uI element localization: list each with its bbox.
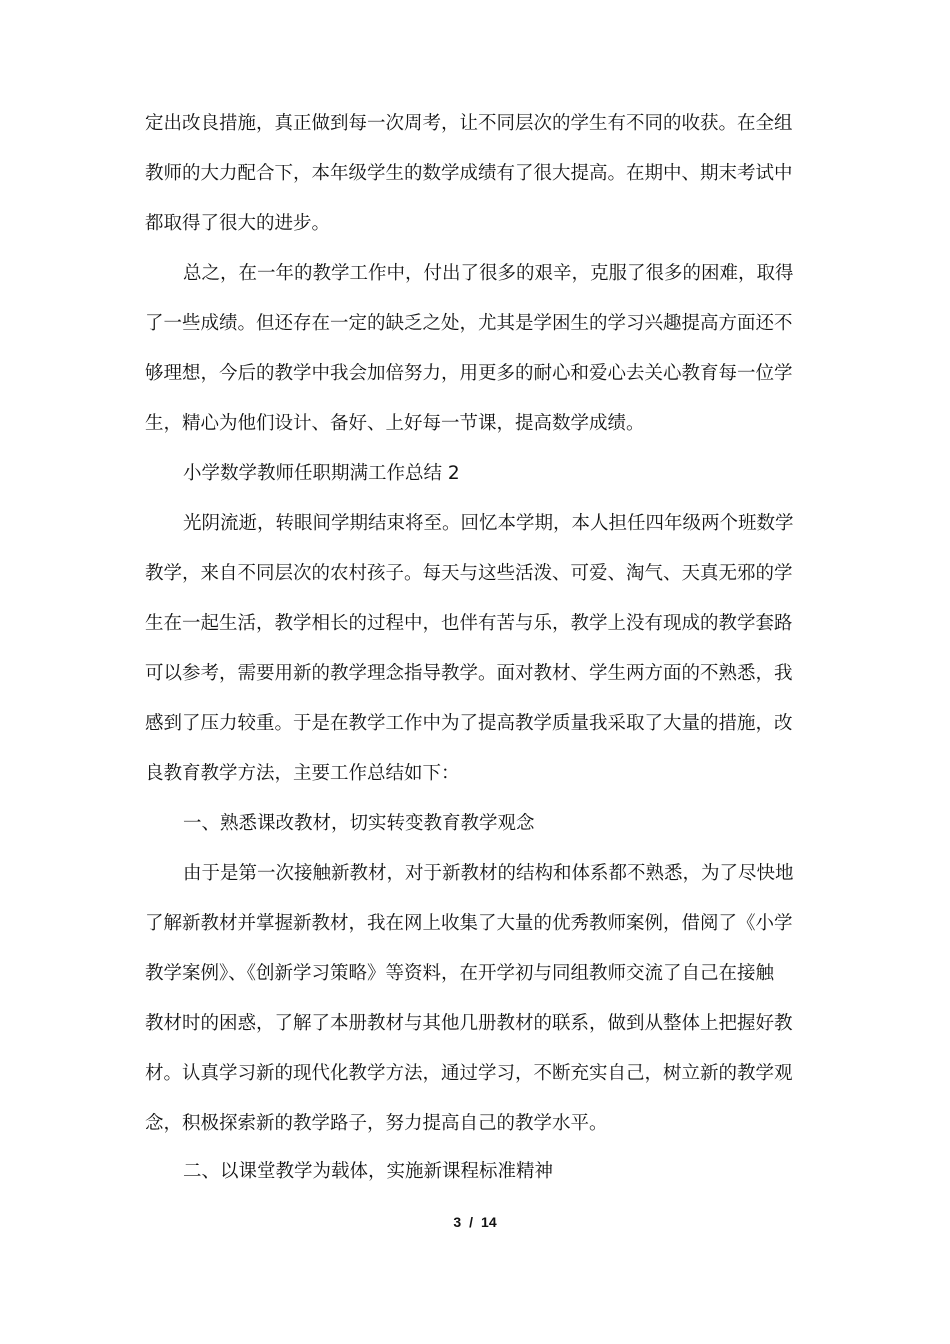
subheading: 二、以课堂教学为载体，实施新课程标准精神 [183, 1161, 554, 1182]
text-line: 教师的大力配合下，本年级学生的数学成绩有了很大提高。在期中、期末考试中 [145, 163, 793, 184]
text-line: 感到了压力较重。于是在教学工作中为了提高教学质量我采取了大量的措施，改 [145, 713, 793, 734]
total-pages: 14 [481, 1214, 497, 1230]
text-line: 够理想，今后的教学中我会加倍努力，用更多的耐心和爱心去关心教育每一位学 [145, 363, 793, 384]
page-separator: / [469, 1214, 474, 1230]
subheading: 一、熟悉课改教材，切实转变教育教学观念 [183, 813, 535, 834]
paragraph-start-line: 总之，在一年的教学工作中，付出了很多的艰辛，克服了很多的困难，取得 [183, 263, 794, 284]
section-title: 小学数学教师任职期满工作总结 2 [183, 463, 460, 484]
text-line: 教学，来自不同层次的农村孩子。每天与这些活泼、可爱、淘气、天真无邪的学 [145, 563, 793, 584]
current-page: 3 [453, 1214, 462, 1230]
page-number [0, 1214, 950, 1230]
text-line: 定出改良措施，真正做到每一次周考，让不同层次的学生有不同的收获。在全组 [145, 113, 793, 134]
paragraph-start-line: 由于是第一次接触新教材，对于新教材的结构和体系都不熟悉，为了尽快地 [183, 863, 794, 884]
text-line: 生在一起生活，教学相长的过程中，也伴有苦与乐，教学上没有现成的教学套路 [145, 613, 793, 634]
text-line: 念，积极探索新的教学路子，努力提高自己的教学水平。 [145, 1113, 608, 1134]
text-line: 材。认真学习新的现代化教学方法，通过学习，不断充实自己，树立新的教学观 [145, 1063, 793, 1084]
text-line: 教学案例》、《创新学习策略》等资料，在开学初与同组教师交流了自己在接触 [145, 963, 775, 984]
text-line: 可以参考，需要用新的教学理念指导教学。面对教材、学生两方面的不熟悉，我 [145, 663, 793, 684]
paragraph-start-line: 光阴流逝，转眼间学期结束将至。回忆本学期，本人担任四年级两个班数学 [183, 513, 794, 534]
text-line: 生，精心为他们设计、备好、上好每一节课，提高数学成绩。 [145, 413, 645, 434]
text-line: 都取得了很大的进步。 [145, 213, 331, 234]
text-line: 良教育教学方法，主要工作总结如下： [145, 763, 460, 784]
text-line: 教材时的困惑，了解了本册教材与其他几册教材的联系，做到从整体上把握好教 [145, 1013, 793, 1034]
text-line: 了一些成绩。但还存在一定的缺乏之处，尤其是学困生的学习兴趣提高方面还不 [145, 313, 793, 334]
text-line: 了解新教材并掌握新教材，我在网上收集了大量的优秀教师案例，借阅了《小学 [145, 913, 793, 934]
